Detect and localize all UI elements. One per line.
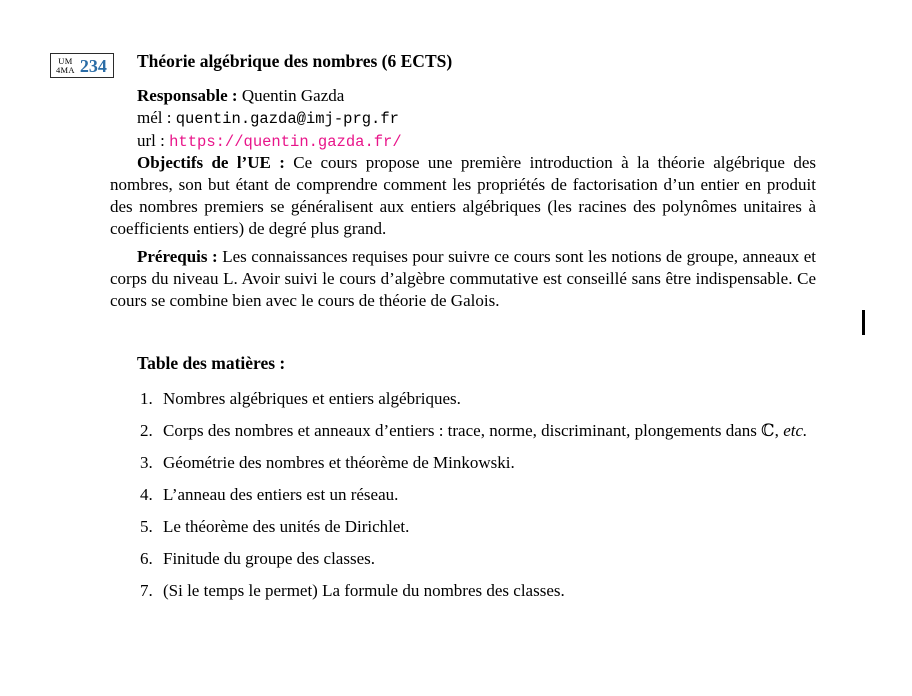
course-number: 234 xyxy=(79,55,107,76)
email-address: quentin.gazda@imj-prg.fr xyxy=(175,109,399,128)
toc-item-2 xyxy=(140,420,834,442)
email-label: mél : xyxy=(137,107,176,127)
toc-item-text: Nombres algébriques et entiers algébriques. xyxy=(163,389,461,408)
toc-item-text-italic: etc. xyxy=(783,421,808,440)
toc-item-text: Le théorème des unités de Dirichlet. xyxy=(163,517,410,536)
toc-item-number: 3. xyxy=(140,453,153,472)
toc-item-number: 7. xyxy=(140,581,153,600)
prerequis-paragraph xyxy=(110,246,816,312)
objectifs-paragraph xyxy=(110,152,816,240)
toc-item-1 xyxy=(140,388,834,410)
toc-item-4 xyxy=(140,484,834,506)
toc-item-number: 2. xyxy=(140,421,153,440)
course-code-prefix xyxy=(56,57,75,75)
prerequis-label: Prérequis : xyxy=(137,247,218,266)
toc-item-text-main: Corps des nombres et anneaux d’entiers : trace, norme, discriminant, plongements dans ℂ, xyxy=(163,421,784,440)
toc-list xyxy=(140,388,834,612)
objectifs-text: Ce cours propose une première introduction à la théorie algébrique des nombres, son but étant de comprendre comment les propriétés de factorisation d’un entier en produit des nombres premiers se généralisent aux entiers algébriques (les racines des polynômes unitaires à coefficients entiers) de degré plus grand. xyxy=(110,153,816,238)
toc-item-number: 5. xyxy=(140,517,153,536)
responsable-name: Quentin Gazda xyxy=(237,86,345,105)
responsable-label: Responsable : xyxy=(137,86,238,105)
toc-item-text: Finitude du groupe des classes. xyxy=(163,549,375,568)
toc-item-6 xyxy=(140,548,834,570)
url-label: url : xyxy=(137,131,170,150)
contact-block xyxy=(137,85,402,154)
course-code-box xyxy=(50,53,114,78)
course-code-top: UM xyxy=(58,55,73,66)
margin-change-bar xyxy=(862,310,865,335)
prerequis-text: Les connaissances requises pour suivre ce cours sont les notions de groupe, anneaux et corps du niveau L. Avoir suivi le cours d’algèbre commutative est conseillé sans être indispensable. Ce cours se combine bien avec le cours de théorie de Galois. xyxy=(110,247,816,310)
toc-item-7 xyxy=(140,580,834,602)
toc-item-5 xyxy=(140,516,834,538)
email-line xyxy=(137,107,402,131)
toc-item-text: Géométrie des nombres et théorème de Minkowski. xyxy=(163,453,515,472)
course-url-link[interactable]: https://quentin.gazda.fr/ xyxy=(169,133,402,151)
toc-item-text: L’anneau des entiers est un réseau. xyxy=(163,485,399,504)
toc-item-3 xyxy=(140,452,834,474)
toc-item-text xyxy=(163,420,834,442)
toc-item-number: 6. xyxy=(140,549,153,568)
toc-item-number: 1. xyxy=(140,389,153,408)
toc-title: Table des matières : xyxy=(137,353,286,373)
responsable-line xyxy=(137,85,402,107)
course-title: Théorie algébrique des nombres (6 ECTS) xyxy=(137,51,453,71)
toc-item-text: (Si le temps le permet) La formule du nombres des classes. xyxy=(163,581,565,600)
toc-item-number: 4. xyxy=(140,485,153,504)
course-code-bottom: 4MA xyxy=(56,64,75,75)
url-line xyxy=(137,130,402,154)
objectifs-label: Objectifs de l’UE : xyxy=(137,153,285,172)
